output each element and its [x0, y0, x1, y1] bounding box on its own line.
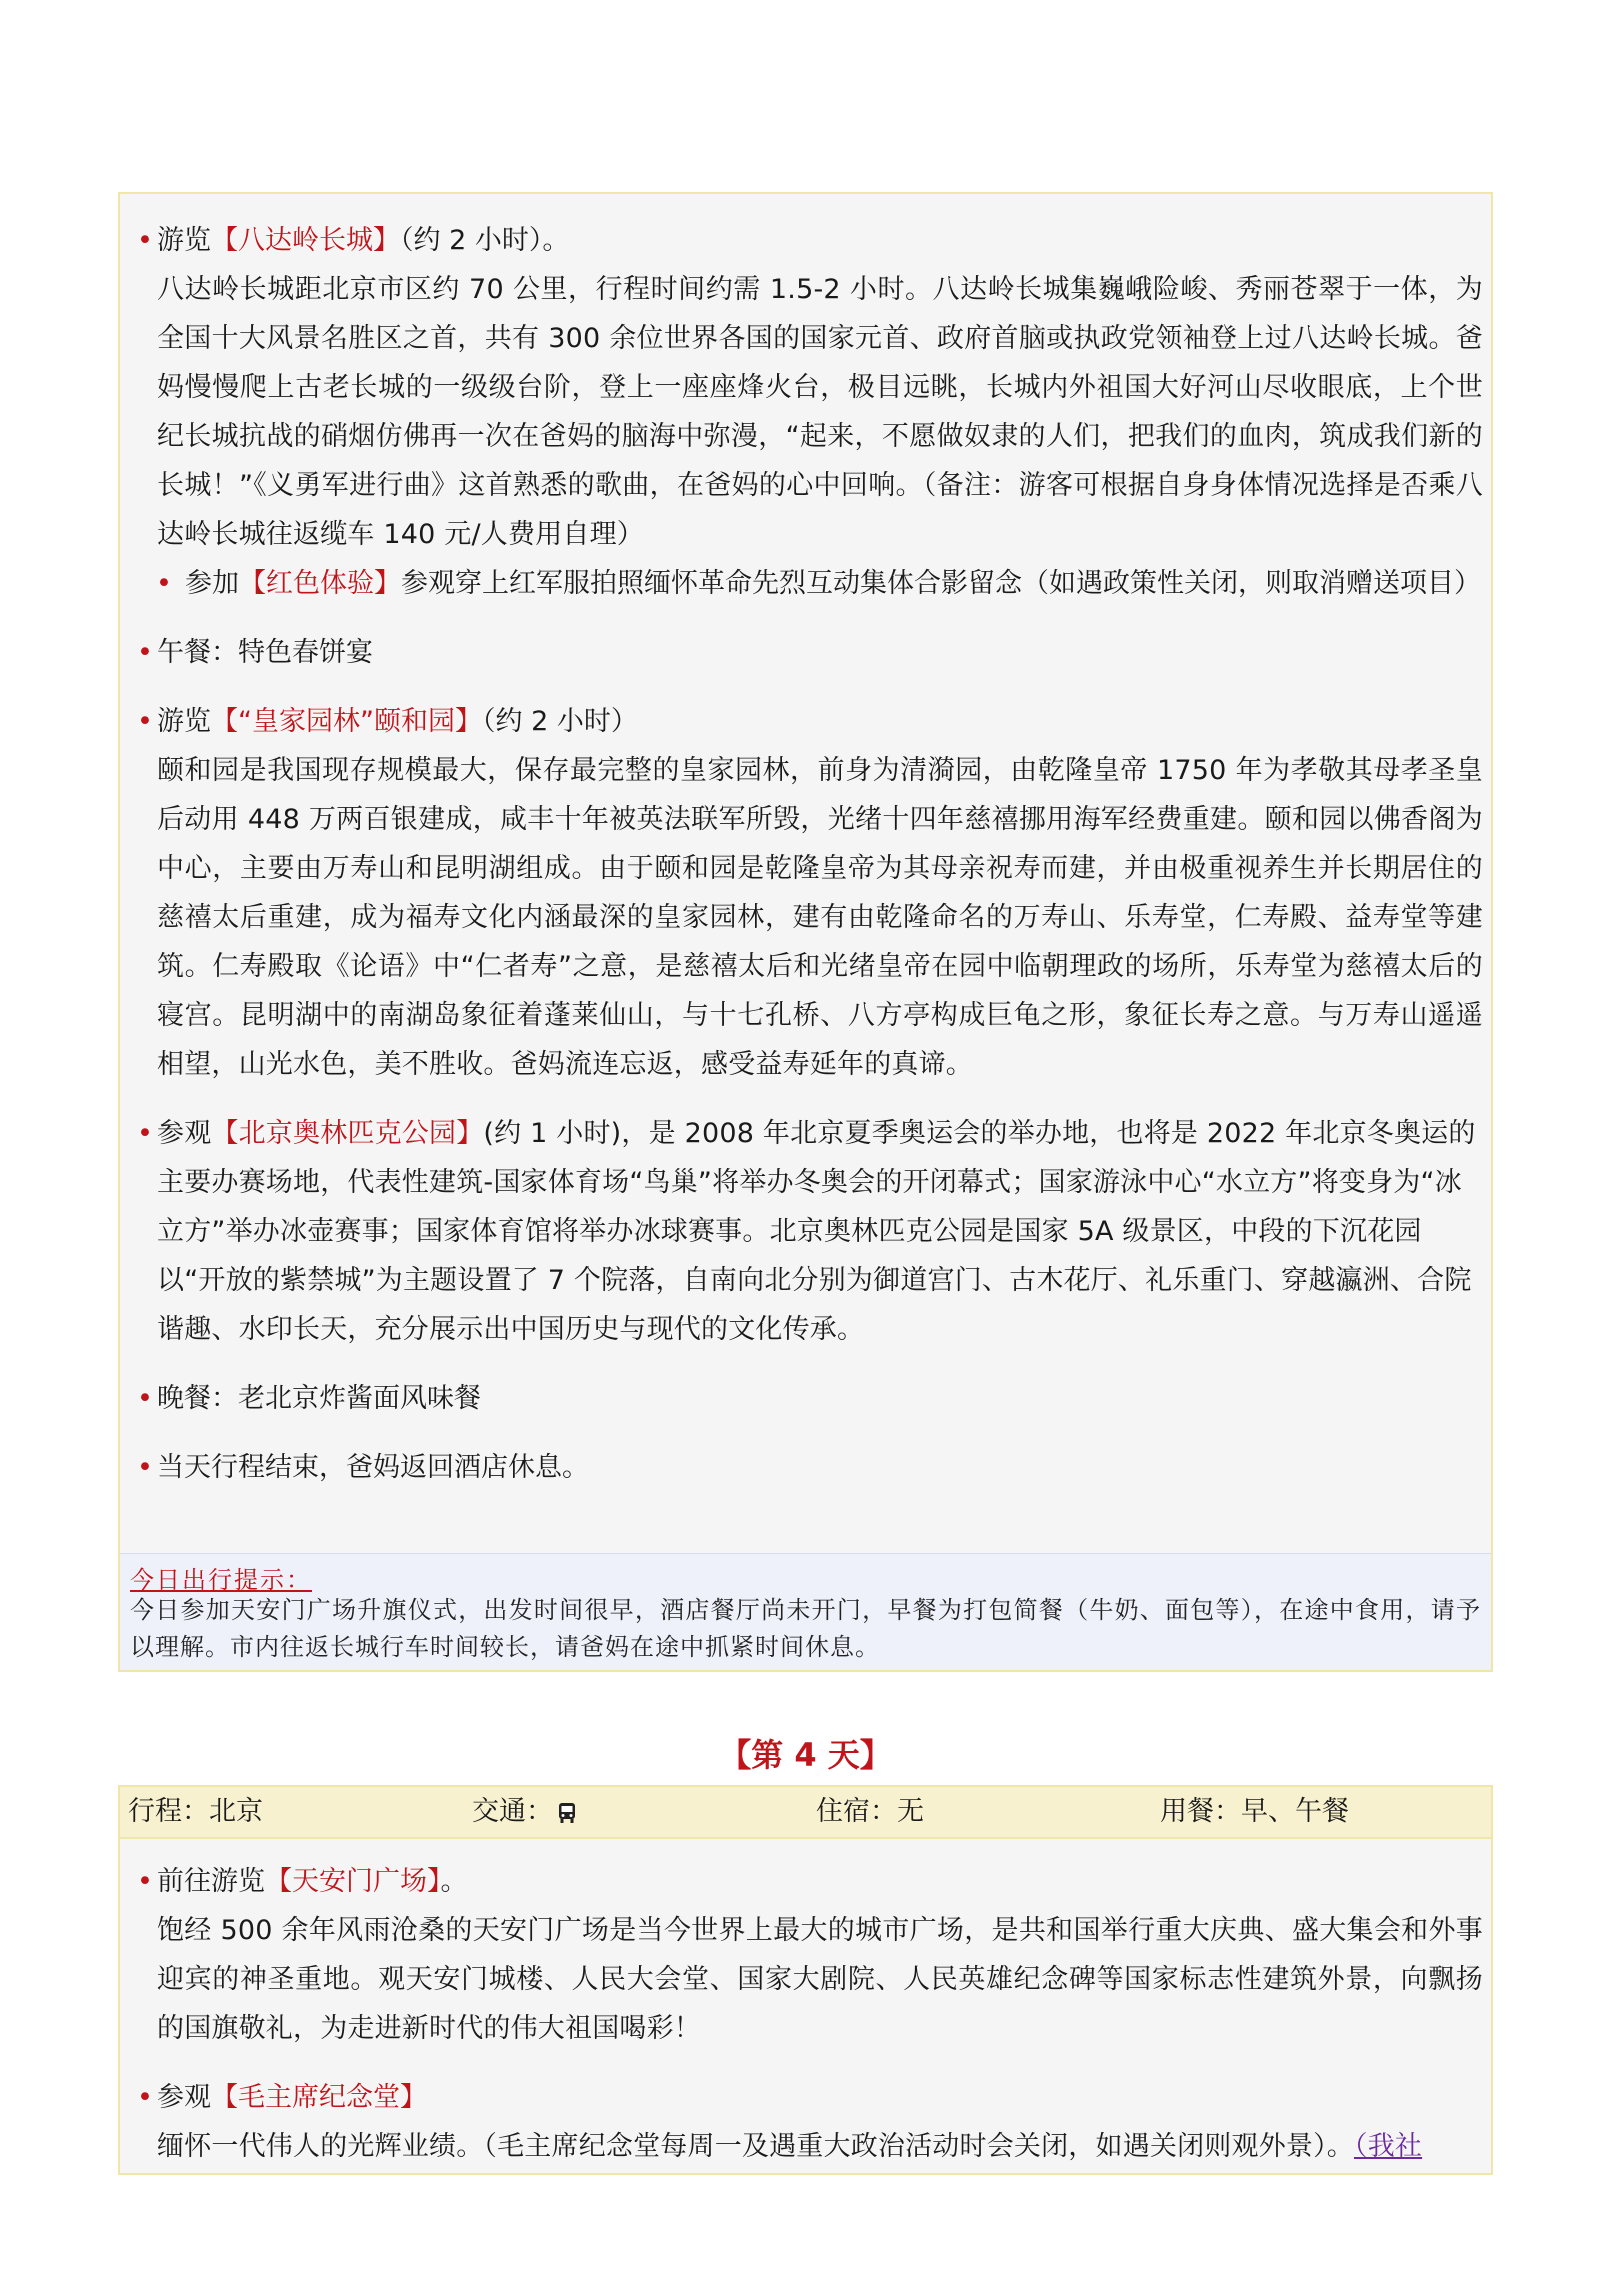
- bus-icon: [557, 1802, 577, 1824]
- badaling-item: [128, 216, 1483, 559]
- day4-panel: [118, 1785, 1493, 2175]
- end-text: 当天行程结束，爸妈返回酒店休息。: [157, 1452, 589, 1483]
- badaling-desc: 八达岭长城距北京市区约 70 公里，行程时间约需 1.5-2 小时。八达岭长城集巍峨险峻、秀丽苍翠于一体，为全国十大风景名胜区之首，共有 300 余位世界各国的国家元首、政府首脑或执政党领袖登上过八达岭长城。爸妈慢慢爬上古老长城的一级级台阶，登上一座座烽火台，极目远眺，长城内外祖国大好河山尽收眼底，上个世纪长城抗战的硝烟仿佛再一次在爸妈的脑海中弥漫，“起来，不愿做奴隶的人们，把我们的血肉，筑成我们新的长城！”《义勇军进行曲》这首熟悉的歌曲，在爸妈的心中回响。（备注：游客可根据自身身体情况选择是否乘八达岭长城往返缆车 140 元/人费用自理）: [157, 274, 1483, 550]
- day3-panel: [118, 192, 1493, 1672]
- agency-note-link[interactable]: （我社: [1354, 2131, 1423, 2162]
- dinner-item: [128, 1374, 1483, 1423]
- tip-title: 今日出行提示：: [130, 1566, 312, 1594]
- tiananmen-name: 【天安门广场】: [265, 1866, 441, 1897]
- bullet-icon: •: [137, 637, 153, 668]
- day4-title: 【第 4 天】: [719, 1736, 892, 1774]
- bullet-icon: •: [137, 2082, 153, 2113]
- bullet-icon: •: [137, 706, 153, 737]
- badaling-suffix: （约 2 小时）。: [400, 225, 570, 256]
- tiananmen-prefix: 前往游览: [157, 1866, 265, 1897]
- dinner-text: 晚餐：老北京炸酱面风味餐: [157, 1383, 481, 1414]
- tiananmen-desc: 饱经 500 余年风雨沧桑的天安门广场是当今世界上最大的城市广场，是共和国举行重大庆典、盛大集会和外事迎宾的神圣重地。观天安门城楼、人民大会堂、国家大剧院、人民英雄纪念碑等国家标志性建筑外景，向飘扬的国旗敬礼，为走进新时代的伟大祖国喝彩！: [157, 1915, 1483, 2044]
- mausoleum-desc-line: [157, 2122, 1483, 2171]
- tiananmen-suffix: 。: [440, 1866, 468, 1897]
- red-experience-suffix: 参观穿上红军服拍照缅怀革命先烈互动集体合影留念（如遇政策性关闭，则取消赠送项目）: [401, 568, 1481, 599]
- meals-label: 用餐：早、午餐: [1160, 1796, 1349, 1827]
- end-item: [128, 1443, 1483, 1492]
- tiananmen-item: [128, 1857, 1483, 2053]
- bullet-icon: •: [137, 1383, 153, 1414]
- olympic-park-name: 【北京奥林匹克公园】: [211, 1118, 484, 1149]
- hotel-label: 住宿：无: [816, 1796, 924, 1827]
- mausoleum-desc: 缅怀一代伟人的光辉业绩。（毛主席纪念堂每周一及遇重大政治活动时会关闭，如遇关闭则观外景）。: [157, 2131, 1354, 2162]
- lunch-text: 午餐：特色春饼宴: [157, 637, 373, 668]
- bullet-icon: •: [156, 568, 172, 599]
- bullet-icon: •: [137, 1118, 153, 1149]
- day4-info-row: [120, 1787, 1491, 1839]
- bullet-icon: •: [137, 225, 153, 256]
- olympic-park-item: [128, 1109, 1483, 1354]
- olympic-park-prefix: 参观: [157, 1118, 212, 1149]
- bullet-icon: •: [137, 1866, 153, 1897]
- badaling-name: 【八达岭长城】: [211, 225, 400, 256]
- badaling-prefix: 游览: [157, 225, 211, 256]
- olympic-park-desc: (约 1 小时)，是 2008 年北京夏季奥运会的举办地，也将是 2022 年北京冬奥运的主要办赛场地，代表性建筑-国家体育场“鸟巢”将举办冬奥会的开闭幕式；国家游泳中心“水立方”将变身为“冰立方”举办冰壶赛事；国家体育馆将举办冰球赛事。北京奥林匹克公园是国家 5A 级景区，中段的下沉花园以“开放的紫禁城”为主题设置了 7 个院落，自南向北分别为御道宫门、古木花厅、礼乐重门、穿越瀛洲、合院谐趣、水印长天，充分展示出中国历史与现代的文化传承。: [157, 1118, 1476, 1345]
- summer-palace-name: 【“皇家园林”颐和园】: [211, 706, 482, 737]
- mausoleum-item: [128, 2073, 1483, 2171]
- summer-palace-prefix: 游览: [157, 706, 211, 737]
- summer-palace-desc: 颐和园是我国现存规模最大，保存最完整的皇家园林，前身为清漪园，由乾隆皇帝 1750 年为孝敬其母孝圣皇后动用 448 万两百银建成，咸丰十年被英法联军所毁，光绪十四年慈禧挪用海军经费重建。颐和园以佛香阁为中心，主要由万寿山和昆明湖组成。由于颐和园是乾隆皇帝为其母亲祝寿而建，并由极重视养生并长期居住的慈禧太后重建，成为福寿文化内涵最深的皇家园林，建有由乾隆命名的万寿山、乐寿堂，仁寿殿、益寿堂等建筑。仁寿殿取《论语》中“仁者寿”之意，是慈禧太后和光绪皇帝在园中临朝理政的场所，乐寿堂为慈禧太后的寝宫。昆明湖中的南湖岛象征着蓬莱仙山，与十七孔桥、八方亭构成巨龟之形，象征长寿之意。与万寿山遥遥相望，山光水色，美不胜收。爸妈流连忘返，感受益寿延年的真谛。: [157, 755, 1483, 1080]
- tip-text: 今日参加天安门广场升旗仪式，出发时间很早，酒店餐厅尚未开门，早餐为打包简餐（牛奶、面包等），在途中食用，请予以理解。市内往返长城行车时间较长，请爸妈在途中抓紧时间休息。: [130, 1596, 1481, 1661]
- transport-label: 交通：: [472, 1787, 577, 1837]
- route-label: 行程：北京: [128, 1796, 263, 1827]
- lunch-item: [128, 628, 1483, 677]
- travel-tip-box: [120, 1553, 1491, 1670]
- red-experience-prefix: 参加: [185, 568, 239, 599]
- red-experience-item: [128, 559, 1483, 608]
- red-experience-name: 【红色体验】: [239, 568, 401, 599]
- summer-palace-item: [128, 697, 1483, 1089]
- summer-palace-suffix: （约 2 小时）: [481, 706, 638, 737]
- bullet-icon: •: [137, 1452, 153, 1483]
- mausoleum-name: 【毛主席纪念堂】: [211, 2082, 427, 2113]
- mausoleum-prefix: 参观: [157, 2082, 211, 2113]
